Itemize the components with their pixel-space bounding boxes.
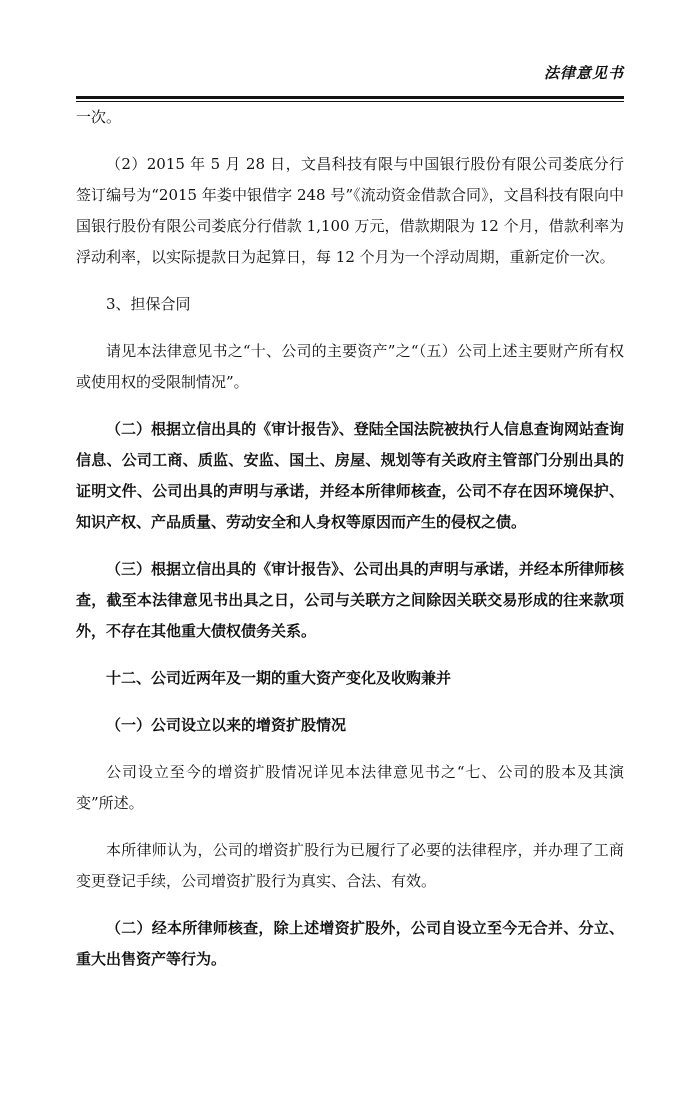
paragraph-guarantee-reference: 请见本法律意见书之“十、公司的主要资产”之“（五）公司上述主要财产所有权或使用权的受限制情况”。: [76, 342, 624, 391]
paragraph-no-merger: （二）经本所律师核查，除上述增资扩股外，公司自设立至今无合并、分立、重大出售资产等行为。: [76, 919, 624, 968]
paragraph-capital-increase-ref: 公司设立至今的增资扩股情况详见本法律意见书之“七、公司的股本及其演变”所述。: [76, 763, 624, 812]
paragraph-continuation: 一次。: [76, 108, 122, 126]
paragraph-related-party: （三）根据立信出具的《审计报告》、公司出具的声明与承诺，并经本所律师核查，截至本法律意见书出具之日，公司与关联方之间除因关联交易形成的往来款项外，不存在其他重大债权债务关系。: [76, 560, 624, 640]
section-heading-12: 十二、公司近两年及一期的重大资产变化及收购兼并: [106, 669, 452, 687]
header-rule-thick: [76, 96, 624, 99]
heading-guarantee-contract: 3、担保合同: [106, 295, 191, 313]
paragraph-lawyer-opinion: 本所律师认为，公司的增资扩股行为已履行了必要的法律程序，并办理了工商变更登记手续，公司增资扩股行为真实、合法、有效。: [76, 841, 624, 890]
paragraph-loan-contract-2: （2）2015 年 5 月 28 日，文昌科技有限与中国银行股份有限公司娄底分行签订编号为“2015 年娄中银借字 248 号”《流动资金借款合同》，文昌科技有限向中国银行股份有限公司娄底分行借款 1,100 万元，借款期限为 12 个月，借款利率为浮动利率，以实际提款日为起算日，每 12 个月为一个浮动周期，重新定价一次。: [76, 155, 624, 266]
header-title: 法律意见书: [543, 64, 624, 82]
paragraph-tort-debt: （二）根据立信出具的《审计报告》、登陆全国法院被执行人信息查询网站查询信息、公司工商、质监、安监、国土、房屋、规划等有关政府主管部门分别出具的证明文件、公司出具的声明与承诺，并经本所律师核查，公司不存在因环境保护、知识产权、产品质量、劳动安全和人身权等原因而产生的侵权之债。: [76, 420, 624, 531]
document-body: [76, 102, 624, 975]
subheading-capital-increase: （一）公司设立以来的增资扩股情况: [106, 716, 347, 734]
